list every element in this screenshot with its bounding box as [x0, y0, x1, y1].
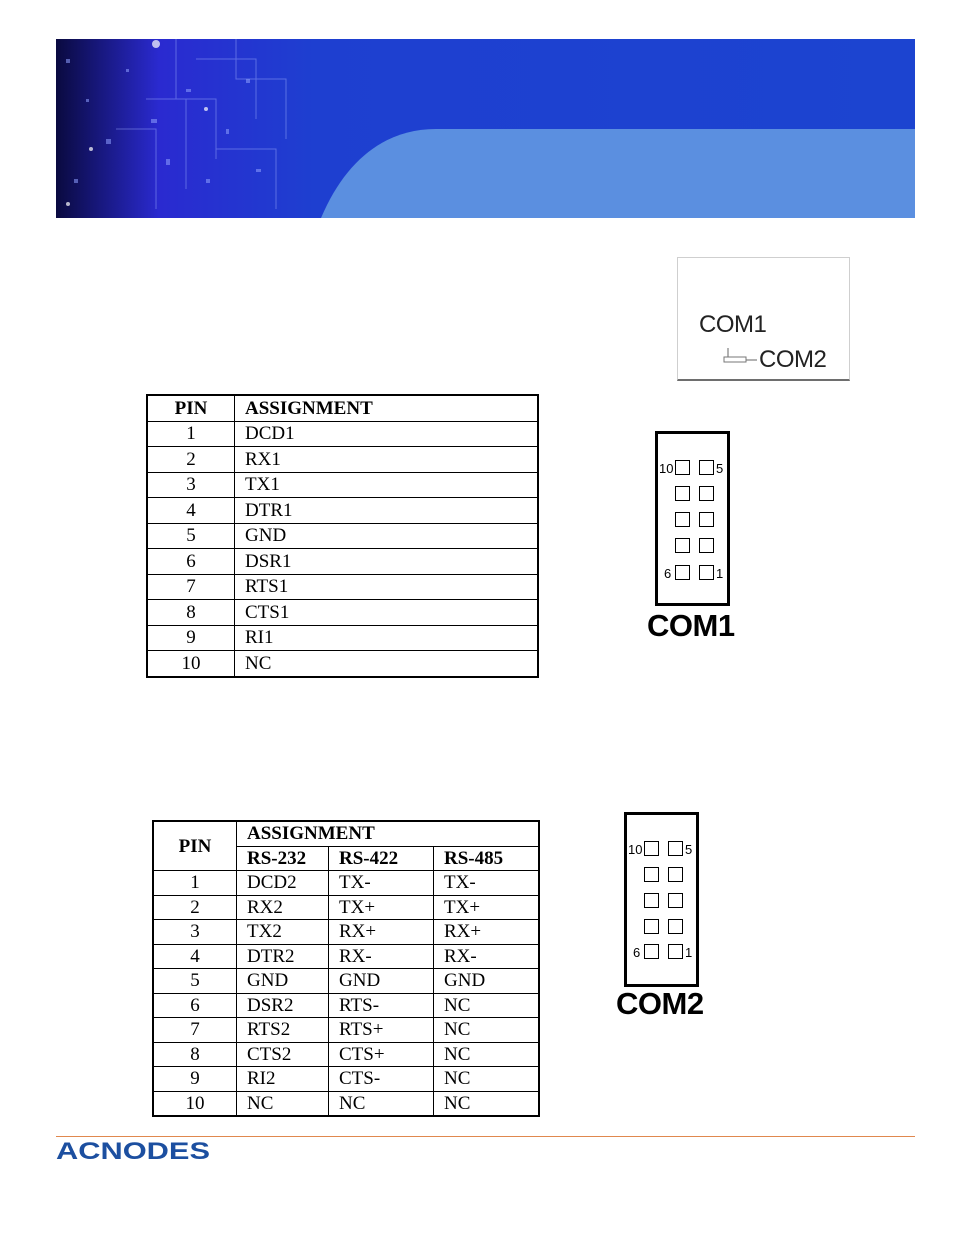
rs232-cell: RI2: [237, 1067, 329, 1092]
pin-cell: 7: [147, 574, 235, 600]
pin-square-icon: [668, 841, 683, 856]
header-banner: [56, 39, 915, 218]
table-header-row: [147, 395, 538, 421]
pin-square-icon: [699, 486, 714, 501]
rs232-cell: RX2: [237, 895, 329, 920]
pin-square-icon: [644, 919, 659, 934]
header-pin: PIN: [153, 821, 237, 871]
acnodes-logo: [56, 1139, 212, 1169]
rs422-cell: RTS-: [329, 993, 434, 1018]
assignment-cell: CTS1: [235, 600, 539, 626]
pin-cell: 7: [153, 1018, 237, 1043]
table-row: [153, 1042, 539, 1067]
assignment-cell: DSR1: [235, 549, 539, 575]
pin-cell: 9: [147, 625, 235, 651]
pin-square-icon: [699, 565, 714, 580]
pin-cell: 4: [147, 498, 235, 524]
header-assignment: ASSIGNMENT: [237, 821, 540, 846]
com1-connector-diagram: [655, 431, 730, 606]
rs485-cell: NC: [434, 993, 540, 1018]
com1-connector-label: COM1: [647, 608, 735, 643]
com-location-diagram: [677, 257, 850, 381]
rs485-cell: GND: [434, 969, 540, 994]
rs485-cell: NC: [434, 1067, 540, 1092]
pin-cell: 8: [153, 1042, 237, 1067]
table-row: [147, 498, 538, 524]
com2-connector-diagram: [624, 812, 699, 987]
table-row: [147, 472, 538, 498]
rs232-cell: RTS2: [237, 1018, 329, 1043]
table-row: [153, 1067, 539, 1092]
assignment-cell: NC: [235, 651, 539, 677]
pin-cell: 10: [153, 1091, 237, 1116]
rs232-cell: DTR2: [237, 944, 329, 969]
pin-cell: 4: [153, 944, 237, 969]
rs485-cell: TX-: [434, 871, 540, 896]
pin-square-icon: [675, 486, 690, 501]
table-row: [147, 574, 538, 600]
pin-label-10: 10: [659, 461, 674, 476]
pin-square-icon: [675, 460, 690, 475]
table-row: [147, 651, 538, 677]
acnodes-logo-icon: [56, 1139, 212, 1163]
pin-square-icon: [668, 919, 683, 934]
rs422-cell: TX-: [329, 871, 434, 896]
table-row: [153, 920, 539, 945]
pin-cell: 1: [147, 421, 235, 447]
rs422-cell: CTS-: [329, 1067, 434, 1092]
pin-square-icon: [675, 538, 690, 553]
assignment-cell: TX1: [235, 472, 539, 498]
table-row: [153, 895, 539, 920]
rs485-cell: RX-: [434, 944, 540, 969]
rs422-cell: CTS+: [329, 1042, 434, 1067]
rs422-cell: TX+: [329, 895, 434, 920]
pin-label-10: 10: [628, 842, 643, 857]
table-row: [147, 523, 538, 549]
table-row: [147, 549, 538, 575]
table-row: [153, 871, 539, 896]
pin-label-6: 6: [633, 945, 641, 960]
com1-pin-table: [146, 394, 539, 678]
rs485-cell: TX+: [434, 895, 540, 920]
location-label-com2: COM2: [759, 346, 827, 373]
pin-cell: 5: [147, 523, 235, 549]
pin-square-icon: [675, 512, 690, 527]
pin-square-icon: [699, 538, 714, 553]
pin-cell: 3: [147, 472, 235, 498]
pin-cell: 6: [153, 993, 237, 1018]
svg-text:ACNODES: ACNODES: [56, 1139, 210, 1163]
rs422-cell: RTS+: [329, 1018, 434, 1043]
pin-label-5: 5: [716, 461, 724, 476]
table-row: [147, 447, 538, 473]
footer-rule: [56, 1136, 915, 1137]
header-rs232: RS-232: [237, 846, 329, 871]
pin-label-1: 1: [685, 945, 693, 960]
pin-square-icon: [644, 944, 659, 959]
pin-cell: 10: [147, 651, 235, 677]
header-rs485: RS-485: [434, 846, 540, 871]
assignment-cell: DCD1: [235, 421, 539, 447]
rs422-cell: RX+: [329, 920, 434, 945]
assignment-cell: RI1: [235, 625, 539, 651]
location-label-com1: COM1: [699, 311, 767, 338]
pin-square-icon: [668, 944, 683, 959]
com2-pin-table: [152, 820, 540, 1117]
rs485-cell: NC: [434, 1091, 540, 1116]
rs422-cell: NC: [329, 1091, 434, 1116]
connector-leader-icon: [721, 346, 761, 366]
header-assignment: ASSIGNMENT: [235, 395, 539, 421]
pin-cell: 2: [153, 895, 237, 920]
rs422-cell: RX-: [329, 944, 434, 969]
rs422-cell: GND: [329, 969, 434, 994]
pin-label-1: 1: [716, 566, 724, 581]
assignment-cell: DTR1: [235, 498, 539, 524]
assignment-cell: RX1: [235, 447, 539, 473]
header-pin: PIN: [147, 395, 235, 421]
assignment-cell: GND: [235, 523, 539, 549]
rs232-cell: CTS2: [237, 1042, 329, 1067]
pin-cell: 2: [147, 447, 235, 473]
rs232-cell: TX2: [237, 920, 329, 945]
table-row: [153, 1018, 539, 1043]
pin-cell: 3: [153, 920, 237, 945]
header-rs422: RS-422: [329, 846, 434, 871]
pin-square-icon: [699, 512, 714, 527]
rs485-cell: RX+: [434, 920, 540, 945]
rs485-cell: NC: [434, 1018, 540, 1043]
pin-square-icon: [675, 565, 690, 580]
pin-cell: 6: [147, 549, 235, 575]
pin-square-icon: [668, 893, 683, 908]
table-row: [147, 421, 538, 447]
pin-square-icon: [644, 867, 659, 882]
banner-graphic: [56, 39, 915, 218]
pin-cell: 8: [147, 600, 235, 626]
rs232-cell: NC: [237, 1091, 329, 1116]
rs232-cell: DSR2: [237, 993, 329, 1018]
rs232-cell: GND: [237, 969, 329, 994]
table-row: [147, 600, 538, 626]
table-row: [153, 993, 539, 1018]
assignment-cell: RTS1: [235, 574, 539, 600]
table-row: [153, 969, 539, 994]
table-row: [153, 944, 539, 969]
table-row: [147, 625, 538, 651]
rs232-cell: DCD2: [237, 871, 329, 896]
com2-connector-label: COM2: [616, 986, 704, 1021]
pin-square-icon: [699, 460, 714, 475]
rs485-cell: NC: [434, 1042, 540, 1067]
pin-label-5: 5: [685, 842, 693, 857]
pin-cell: 9: [153, 1067, 237, 1092]
pin-cell: 5: [153, 969, 237, 994]
pin-cell: 1: [153, 871, 237, 896]
table-row: [153, 1091, 539, 1116]
pin-square-icon: [668, 867, 683, 882]
table-header-row: [153, 821, 539, 846]
pin-label-6: 6: [664, 566, 672, 581]
pin-square-icon: [644, 893, 659, 908]
pin-square-icon: [644, 841, 659, 856]
